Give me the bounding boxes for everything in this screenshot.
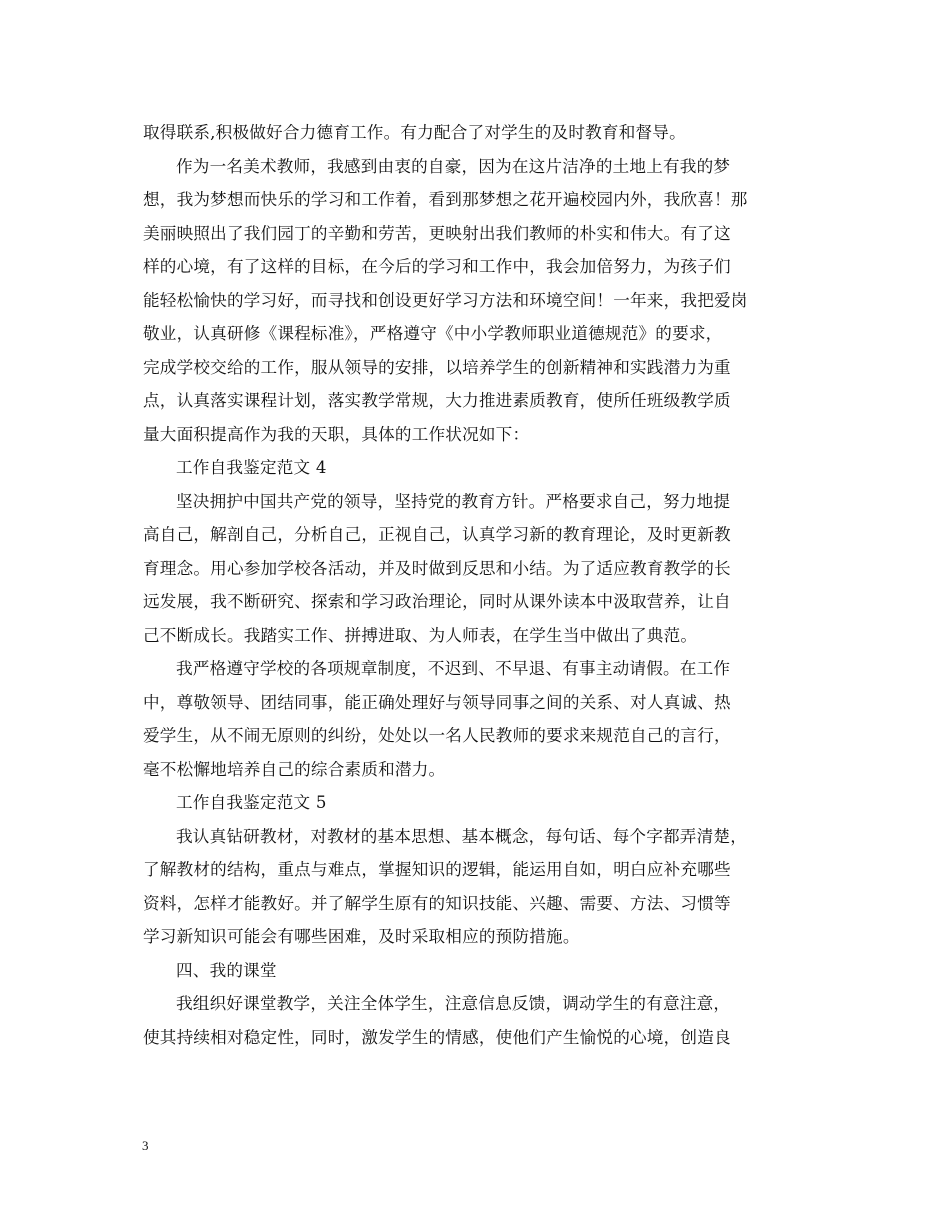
text-line: 了解教材的结构，重点与难点，掌握知识的逻辑，能运用自如，明白应补充哪些 xyxy=(143,860,731,879)
text-line: 完成学校交给的工作，服从领导的安排，以培养学生的创新精神和实践潜力为重 xyxy=(143,357,731,377)
text-line: 作为一名美术教师，我感到由衷的自豪，因为在这片洁净的土地上有我的梦 xyxy=(176,156,731,176)
text-line: 使其持续相对稳定性，同时，激发学生的情感，使他们产生愉悦的心境，创造良 xyxy=(143,1027,731,1047)
text-line: 美丽映照出了我们园丁的辛勤和劳苦，更映射出我们教师的朴实和伟大。有了这 xyxy=(143,223,731,243)
text-line: 坚决拥护中国共产党的领导，坚持党的教育方针。严格要求自己，努力地提 xyxy=(176,491,731,511)
text-line: 爱学生，从不闹无原则的纠纷，处处以一名人民教师的要求来规范自己的言行， xyxy=(143,726,731,745)
text-line: 取得联系,积极做好合力德育工作。有力配合了对学生的及时教育和督导。 xyxy=(143,123,686,142)
text-line: 中，尊敬领导、团结同事，能正确处理好与领导同事之间的关系、对人真诚、热 xyxy=(143,692,731,712)
page-number: 3 xyxy=(142,1138,149,1153)
text-line: 我严格遵守学校的各项规章制度，不迟到、不早退、有事主动请假。在工作 xyxy=(176,659,731,678)
text-line: 点，认真落实课程计划，落实教学常规，大力推进素质教育，使所任班级教学质 xyxy=(143,391,731,410)
text-line: 能轻松愉快的学习好，而寻找和创设更好学习方法和环境空间！一年来，我把爱岗 xyxy=(143,290,748,310)
text-line: 敬业，认真研修《课程标准》，严格遵守《中小学教师职业道德规范》的要求， xyxy=(143,324,723,343)
text-line: 毫不松懈地培养自己的综合素质和潜力。 xyxy=(143,759,446,779)
text-line: 远发展，我不断研究、探索和学习政治理论，同时从课外读本中汲取营养，让自 xyxy=(143,592,731,611)
text-line: 工作自我鉴定范文 5 xyxy=(176,793,327,812)
text-line: 工作自我鉴定范文 4 xyxy=(176,458,327,477)
text-line: 四、我的课堂 xyxy=(176,960,277,980)
text-line: 学习新知识可能会有哪些困难，及时采取相应的预防措施。 xyxy=(143,927,580,946)
text-line: 我组织好课堂教学，关注全体学生，注意信息反馈，调动学生的有意注意， xyxy=(176,994,731,1013)
text-line: 想，我为梦想而快乐的学习和工作着，看到那梦想之花开遍校园内外，我欣喜！那 xyxy=(143,190,748,209)
document-body xyxy=(143,116,809,1054)
text-line: 育理念。用心参加学校各活动，并及时做到反思和小结。为了适应教育教学的长 xyxy=(143,558,731,578)
text-line: 量大面积提高作为我的天职，具体的工作状况如下： xyxy=(143,424,530,444)
text-line: 资料，怎样才能教好。并了解学生原有的知识技能、兴趣、需要、方法、习惯等 xyxy=(143,893,731,913)
text-line: 高自己，解剖自己，分析自己，正视自己，认真学习新的教育理论，及时更新教 xyxy=(143,525,731,544)
text-line: 样的心境，有了这样的目标，在今后的学习和工作中，我会加倍努力，为孩子们 xyxy=(143,257,731,276)
text-line: 我认真钻研教材，对教材的基本思想、基本概念，每句话、每个字都弄清楚， xyxy=(176,826,747,846)
text-line: 己不断成长。我踏实工作、拼搏进取、为人师表，在学生当中做出了典范。 xyxy=(143,625,698,645)
